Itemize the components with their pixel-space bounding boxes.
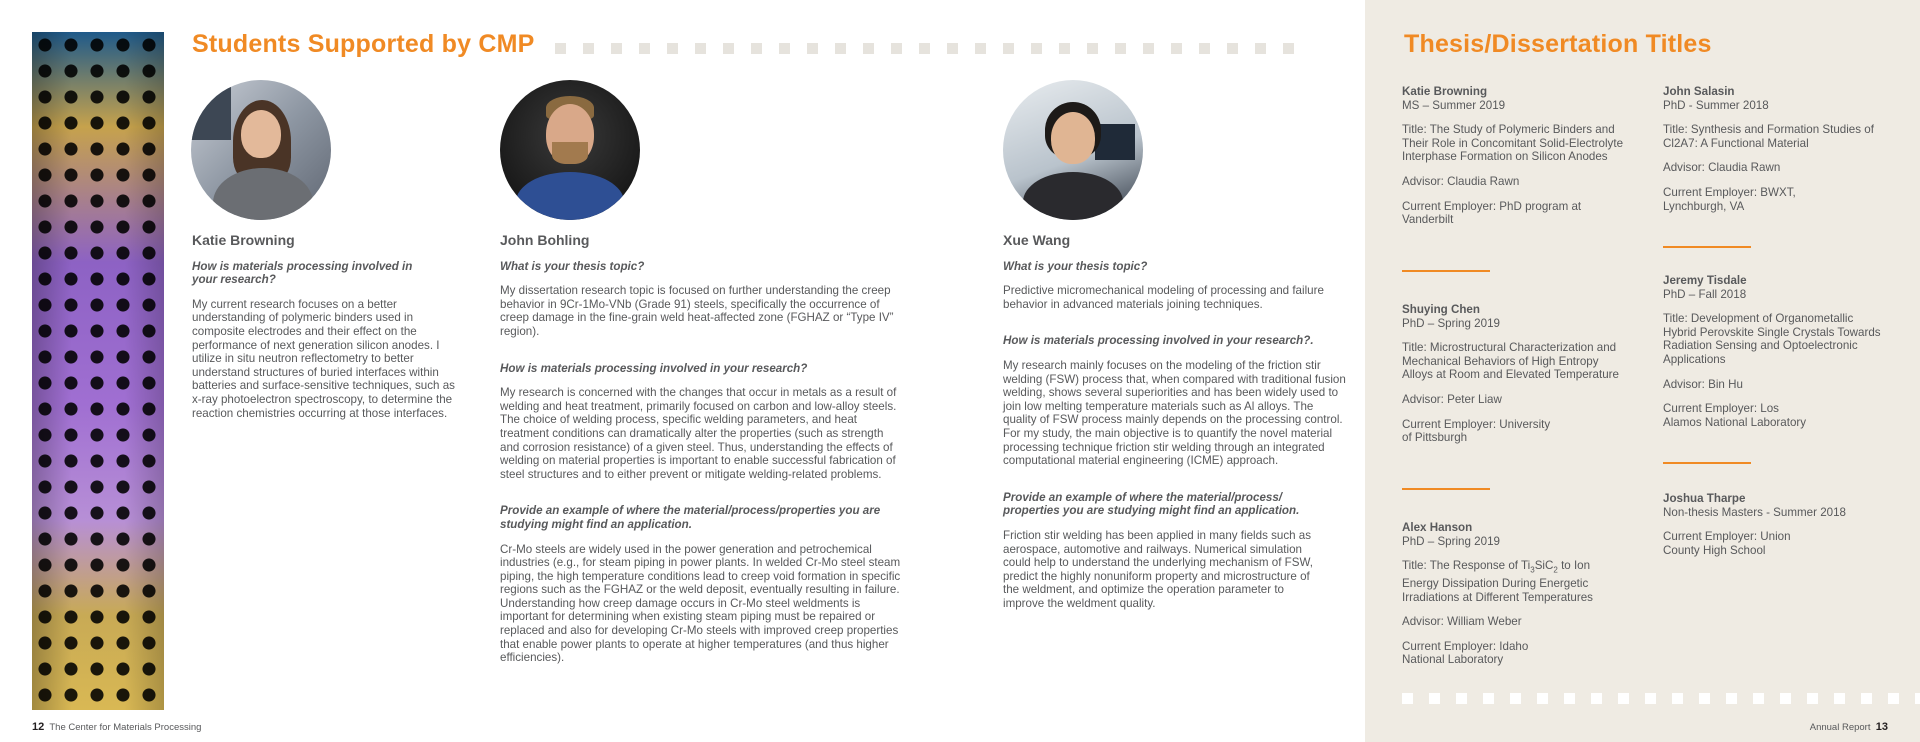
answer: Predictive micromechanical modeling of processing and failure behavior in advanced materials joining techniques. (1003, 284, 1324, 311)
thesis-title: Title: The Study of Polymeric Binders and Their Role in Concomitant Solid-Electrolyte Interphase Formation on Silicon Anodes (1402, 123, 1624, 164)
panel-dot-divider (1402, 693, 1920, 704)
current-employer: Current Employer: BWXT, Lynchburgh, VA (1663, 185, 1796, 213)
thesis-section-title: Thesis/Dissertation Titles (1404, 30, 1712, 58)
graduate-degree: PhD - Summer 2018 (1663, 98, 1769, 112)
john-bohling-photo (500, 80, 640, 220)
current-employer: Current Employer: Idaho National Laboratory (1402, 639, 1529, 667)
graduate-name: Jeremy Tisdale (1663, 274, 1747, 287)
student-xue-wang (1003, 234, 1347, 633)
advisor: Advisor: William Weber (1402, 615, 1522, 629)
question: What is your thesis topic? (500, 259, 645, 273)
katie-browning-photo (191, 80, 331, 220)
thesis-alex-hanson (1402, 521, 1630, 678)
student-katie-browning (192, 234, 464, 443)
answer: My research mainly focuses on the modeling of the friction stir welding (FSW) process that, when compared with traditional fusion welding, shows several superiorities and has been widely used to join low melting temperature materials such as Al alloys. The quality of FSW process mainly depends on the processing control. For my study, the main objective is to quantify the novel material processing technique friction stir welding through an integrated computational material engineering (ICME) approach. (1003, 358, 1346, 468)
current-employer: Current Employer: Los Alamos National Laboratory (1663, 402, 1807, 429)
thesis-joshua-tharpe (1663, 492, 1891, 568)
graduate-degree: MS – Summer 2019 (1402, 98, 1506, 112)
answer: Cr-Mo steels are widely used in the power generation and petrochemical industries (e.g., for steam piping in power plants. In welded Cr-Mo steel steam piping, the high temperature conditions lead to creep void formation in specific regions such as the FGHAZ or the weld deposit, eventually resulting in failure. Understanding how creep damage occurs in Cr-Mo steel weldments is important for determining when existing steam piping must be repaired or replaced and also for developing Cr-Mo steels with improved creep properties that enable power plants to operate at higher temperatures (and thus higher efficiencies). (500, 542, 901, 665)
answer: My current research focuses on a better understanding of polymeric binders used in composite electrodes and their effect on the performance of next generation silicon anodes. I utilize in situ neutron reflectometry to better understand structures of buried interfaces within batteries and surface-sensitive techniques, such as x-ray photoelectron spectroscopy, to determine the reaction chemistries occurring at those interfaces. (192, 297, 455, 420)
current-employer: Current Employer: PhD program at Vanderbilt (1402, 199, 1582, 227)
thesis-title: Title: Development of Organometallic Hybrid Perovskite Single Crystals Towards Radiation Sensing and Optoelectronic Applications (1663, 312, 1881, 366)
entry-divider (1663, 246, 1751, 248)
graduate-name: Shuying Chen (1402, 303, 1480, 316)
strip-shading (32, 32, 164, 710)
student-name: John Bohling (500, 232, 590, 248)
question: How is materials processing involved in your research? (500, 361, 808, 375)
current-employer: Current Employer: Union County High School (1663, 530, 1791, 557)
thesis-title: Title: Synthesis and Formation Studies of Cl2A7: A Functional Material (1663, 123, 1874, 150)
students-section-title: Students Supported by CMP (192, 30, 535, 58)
student-name: Xue Wang (1003, 232, 1071, 248)
entry-divider (1402, 488, 1490, 490)
question: Provide an example of where the material/process/ properties you are studying might find an application. (1003, 490, 1300, 518)
graduate-name: Joshua Tharpe (1663, 492, 1746, 505)
student-john-bohling (500, 234, 905, 688)
graduate-degree: PhD – Spring 2019 (1402, 534, 1500, 548)
answer: My research is concerned with the changes that occur in metals as a result of welding and heat treatment, primarily focused on carbon and low-alloy steels. The choice of welding process, specific welding parameters, and heat treatment conditions can dramatically alter the properties (such as strength and corrosion resistance) of a given steel. Thus, understanding the effects of welding on material properties is important to enable successful fabrication of steel structures and to either prevent or mitigate welding-related problems. (500, 386, 897, 481)
xue-wang-photo (1003, 80, 1143, 220)
entry-divider (1663, 462, 1751, 464)
current-employer: Current Employer: University of Pittsburgh (1402, 417, 1551, 445)
left-page-number: 12 (32, 721, 45, 733)
advisor: Advisor: Claudia Rawn (1402, 174, 1520, 188)
thesis-jeremy-tisdale (1663, 274, 1881, 440)
student-name: Katie Browning (192, 232, 295, 248)
graduate-degree: PhD – Spring 2019 (1402, 316, 1500, 330)
advisor: Advisor: Claudia Rawn (1663, 161, 1781, 175)
graduate-name: John Salasin (1663, 85, 1735, 98)
answer: My dissertation research topic is focused on further understanding the creep behavior in 9Cr-1Mo-VNb (Grade 91) steels, specifically the occurrence of creep damage in the fine-grain weld heat-affected zone (FGHAZ or “Type IV” region). (500, 284, 894, 338)
question: What is your thesis topic? (1003, 259, 1148, 273)
advisor: Advisor: Bin Hu (1663, 377, 1743, 391)
answer: Friction stir welding has been applied in many fields such as aerospace, automotive and railways. Numerical simulation could help to understand the underlying mechanism of FSW, predict the highly nonuniform property and microstructure of the weldment, and optimize the operation parameter to improve the weldment quality. (1003, 528, 1313, 610)
thesis-shuying-chen (1402, 303, 1630, 456)
question: How is materials processing involved in your research? (192, 259, 413, 287)
left-page-footer (32, 721, 201, 733)
right-page-number: 13 (1875, 721, 1888, 733)
right-page-footer (1810, 721, 1888, 733)
graduate-degree: Non-thesis Masters - Summer 2018 (1663, 505, 1846, 519)
thesis-title: Title: The Response of $Ti_3SiC_2$ to Ion Energy Dissipation During Energetic Irradiations at Different Temperatures (1402, 559, 1593, 604)
thesis-katie-browning (1402, 85, 1630, 238)
title-dot-divider (555, 43, 1294, 54)
graduate-degree: PhD – Fall 2018 (1663, 287, 1747, 301)
thesis-title: Title: Microstructural Characterization and Mechanical Behaviors of High Entropy Alloys at Room and Elevated Temperature (1402, 341, 1619, 382)
question: Provide an example of where the material/process/properties you are studying might find an application. (500, 504, 881, 531)
right-footer-text: Annual Report (1809, 722, 1871, 733)
question: How is materials processing involved in your research?. (1003, 334, 1314, 348)
graduate-name: Alex Hanson (1402, 521, 1473, 534)
left-footer-text: The Center for Materials Processing (49, 722, 202, 733)
entry-divider (1402, 270, 1490, 272)
advisor: Advisor: Peter Liaw (1402, 392, 1502, 406)
graduate-name: Katie Browning (1402, 85, 1488, 98)
thesis-john-salasin (1663, 85, 1891, 224)
